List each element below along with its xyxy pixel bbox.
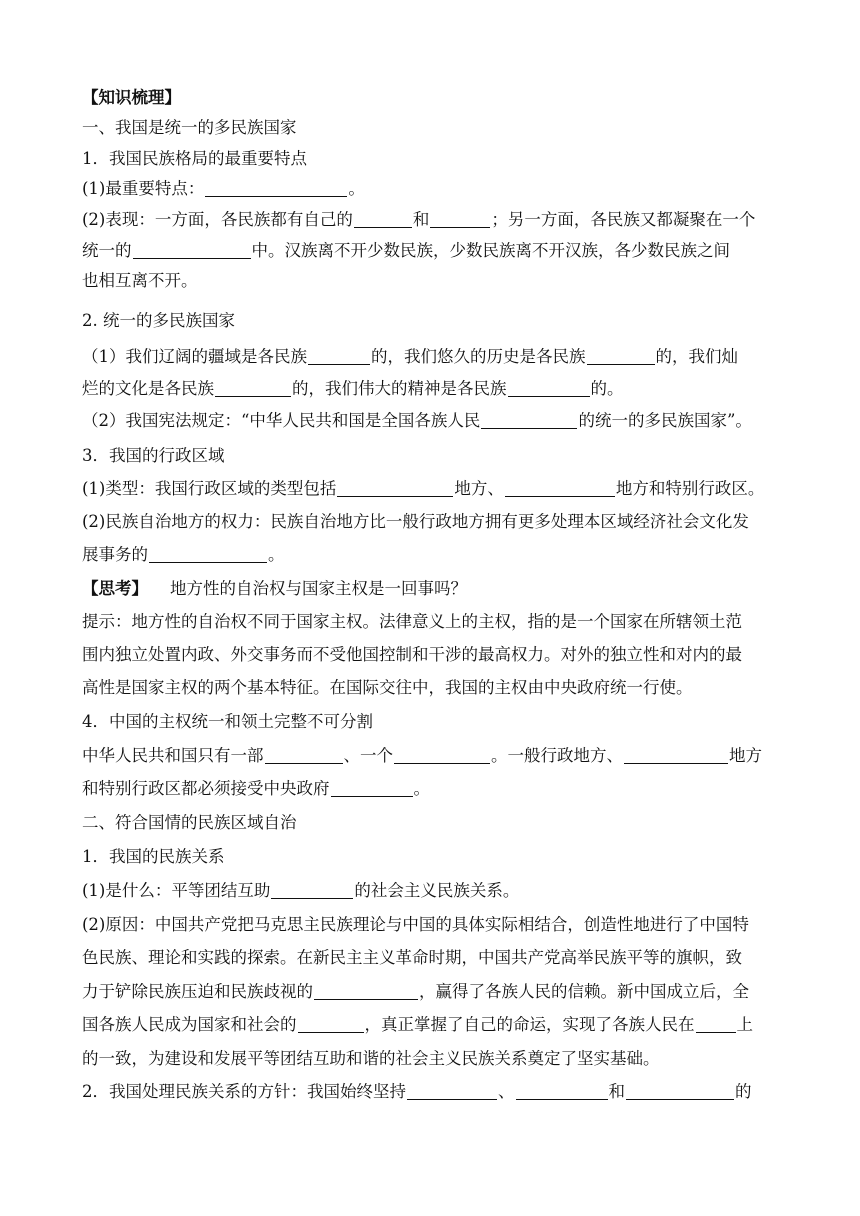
point-4-body-cont: 和特别行政区都必须接受中央政府 。 xyxy=(82,779,430,798)
answer-blank[interactable] xyxy=(298,1014,364,1033)
answer-blank[interactable] xyxy=(481,410,577,429)
section-title-2: 二、符合国情的民族区域自治 xyxy=(82,813,297,832)
relation-2-end: 的一致，为建设和发展平等团结互助和谐的社会主义民族关系奠定了坚实基础。 xyxy=(82,1049,660,1068)
hint-line-3: 高性是国家主权的两个基本特征。在国际交往中，我国的主权由中央政府统一行使。 xyxy=(82,678,693,697)
point-2-1-cont: 烂的文化是各民族 的，我们伟大的精神是各民族 的。 xyxy=(82,379,624,398)
answer-blank[interactable] xyxy=(696,1014,736,1033)
point-3-title: 3．我国的行政区域 xyxy=(82,446,225,465)
section-title-1: 一、我国是统一的多民族国家 xyxy=(82,118,297,137)
relation-title: 1．我国的民族关系 xyxy=(82,847,225,866)
point-3-1: (1)类型：我国行政区域的类型包括 地方、 地方和特别行政区。 xyxy=(82,479,765,498)
point-1-2: (2)表现：一方面，各民族都有自己的 和 ；另一方面，各民族又都凝聚在一个 xyxy=(82,210,756,229)
answer-blank[interactable] xyxy=(505,478,615,497)
answer-blank[interactable] xyxy=(337,478,453,497)
relation-2-cont-2: 力于铲除民族压迫和民族歧视的 ，赢得了各族人民的信赖。新中国成立后，全 xyxy=(82,982,749,1001)
point-3-2-cont: 展事务的 。 xyxy=(82,545,285,564)
hint-line-1: 提示：地方性的自治权不同于国家主权。法律意义上的主权，指的是一个国家在所辖领土范 xyxy=(82,612,742,631)
point-1-title: 1．我国民族格局的最重要特点 xyxy=(82,149,307,168)
point-4-body: 中华人民共和国只有一部 、一个 。一般行政地方、 地方 xyxy=(82,746,762,765)
think-question: 【思考】 地方性的自治权与国家主权是一回事吗？ xyxy=(82,579,467,598)
point-2-title: 2. 统一的多民族国家 xyxy=(82,311,235,330)
answer-blank[interactable] xyxy=(587,346,655,365)
answer-blank[interactable] xyxy=(271,880,353,899)
point-2-2: （2）我国宪法规定：“中华人民共和国是全国各族人民 的统一的多民族国家”。 xyxy=(82,411,752,430)
section-heading: 【知识梳理】 xyxy=(82,88,181,107)
point-4-title: 4．中国的主权统一和领土完整不可分割 xyxy=(82,712,373,731)
answer-blank[interactable] xyxy=(314,981,418,1000)
point-1-2-end: 也相互离不开。 xyxy=(82,271,198,290)
answer-blank[interactable] xyxy=(215,378,291,397)
relation-2-cont-3: 国各族人民成为国家和社会的 ，真正掌握了自己的命运，实现了各族人民在 上 xyxy=(82,1015,753,1034)
answer-blank[interactable] xyxy=(331,778,413,797)
answer-blank[interactable] xyxy=(149,544,267,563)
answer-blank[interactable] xyxy=(133,240,251,259)
answer-blank[interactable] xyxy=(265,745,343,764)
hint-line-2: 围内独立处置内政、外交事务而不受他国控制和干涉的最高权力。对外的独立性和对内的最 xyxy=(82,645,742,664)
answer-blank[interactable] xyxy=(626,1081,734,1100)
answer-blank[interactable] xyxy=(394,745,490,764)
policy-line: 2．我国处理民族关系的方针：我国始终坚持 、 和 的 xyxy=(82,1082,752,1101)
relation-2: (2)原因：中国共产党把马克思主民族理论与中国的具体实际相结合，创造性地进行了中国特 xyxy=(82,915,749,934)
point-3-2: (2)民族自治地方的权力：民族自治地方比一般行政地方拥有更多处理本区域经济社会文化发 xyxy=(82,512,749,531)
relation-1: (1)是什么：平等团结互助 的社会主义民族关系。 xyxy=(82,881,520,900)
answer-blank[interactable] xyxy=(354,209,412,228)
answer-blank[interactable] xyxy=(308,346,370,365)
answer-blank[interactable] xyxy=(430,209,490,228)
point-2-1: （1）我们辽阔的疆域是各民族 的，我们悠久的历史是各民族 的，我们灿 xyxy=(82,347,738,366)
answer-blank[interactable] xyxy=(407,1081,497,1100)
answer-blank[interactable] xyxy=(624,745,728,764)
answer-blank[interactable] xyxy=(508,378,590,397)
answer-blank[interactable] xyxy=(205,178,347,197)
answer-blank[interactable] xyxy=(516,1081,608,1100)
point-1-1: (1)最重要特点： 。 xyxy=(82,179,365,198)
point-1-2-cont: 统一的 中。汉族离不开少数民族，少数民族离不开汉族，各少数民族之间 xyxy=(82,241,730,260)
relation-2-cont-1: 色民族、理论和实践的探索。在新民主主义革命时期，中国共产党高举民族平等的旗帜，致 xyxy=(82,948,742,967)
